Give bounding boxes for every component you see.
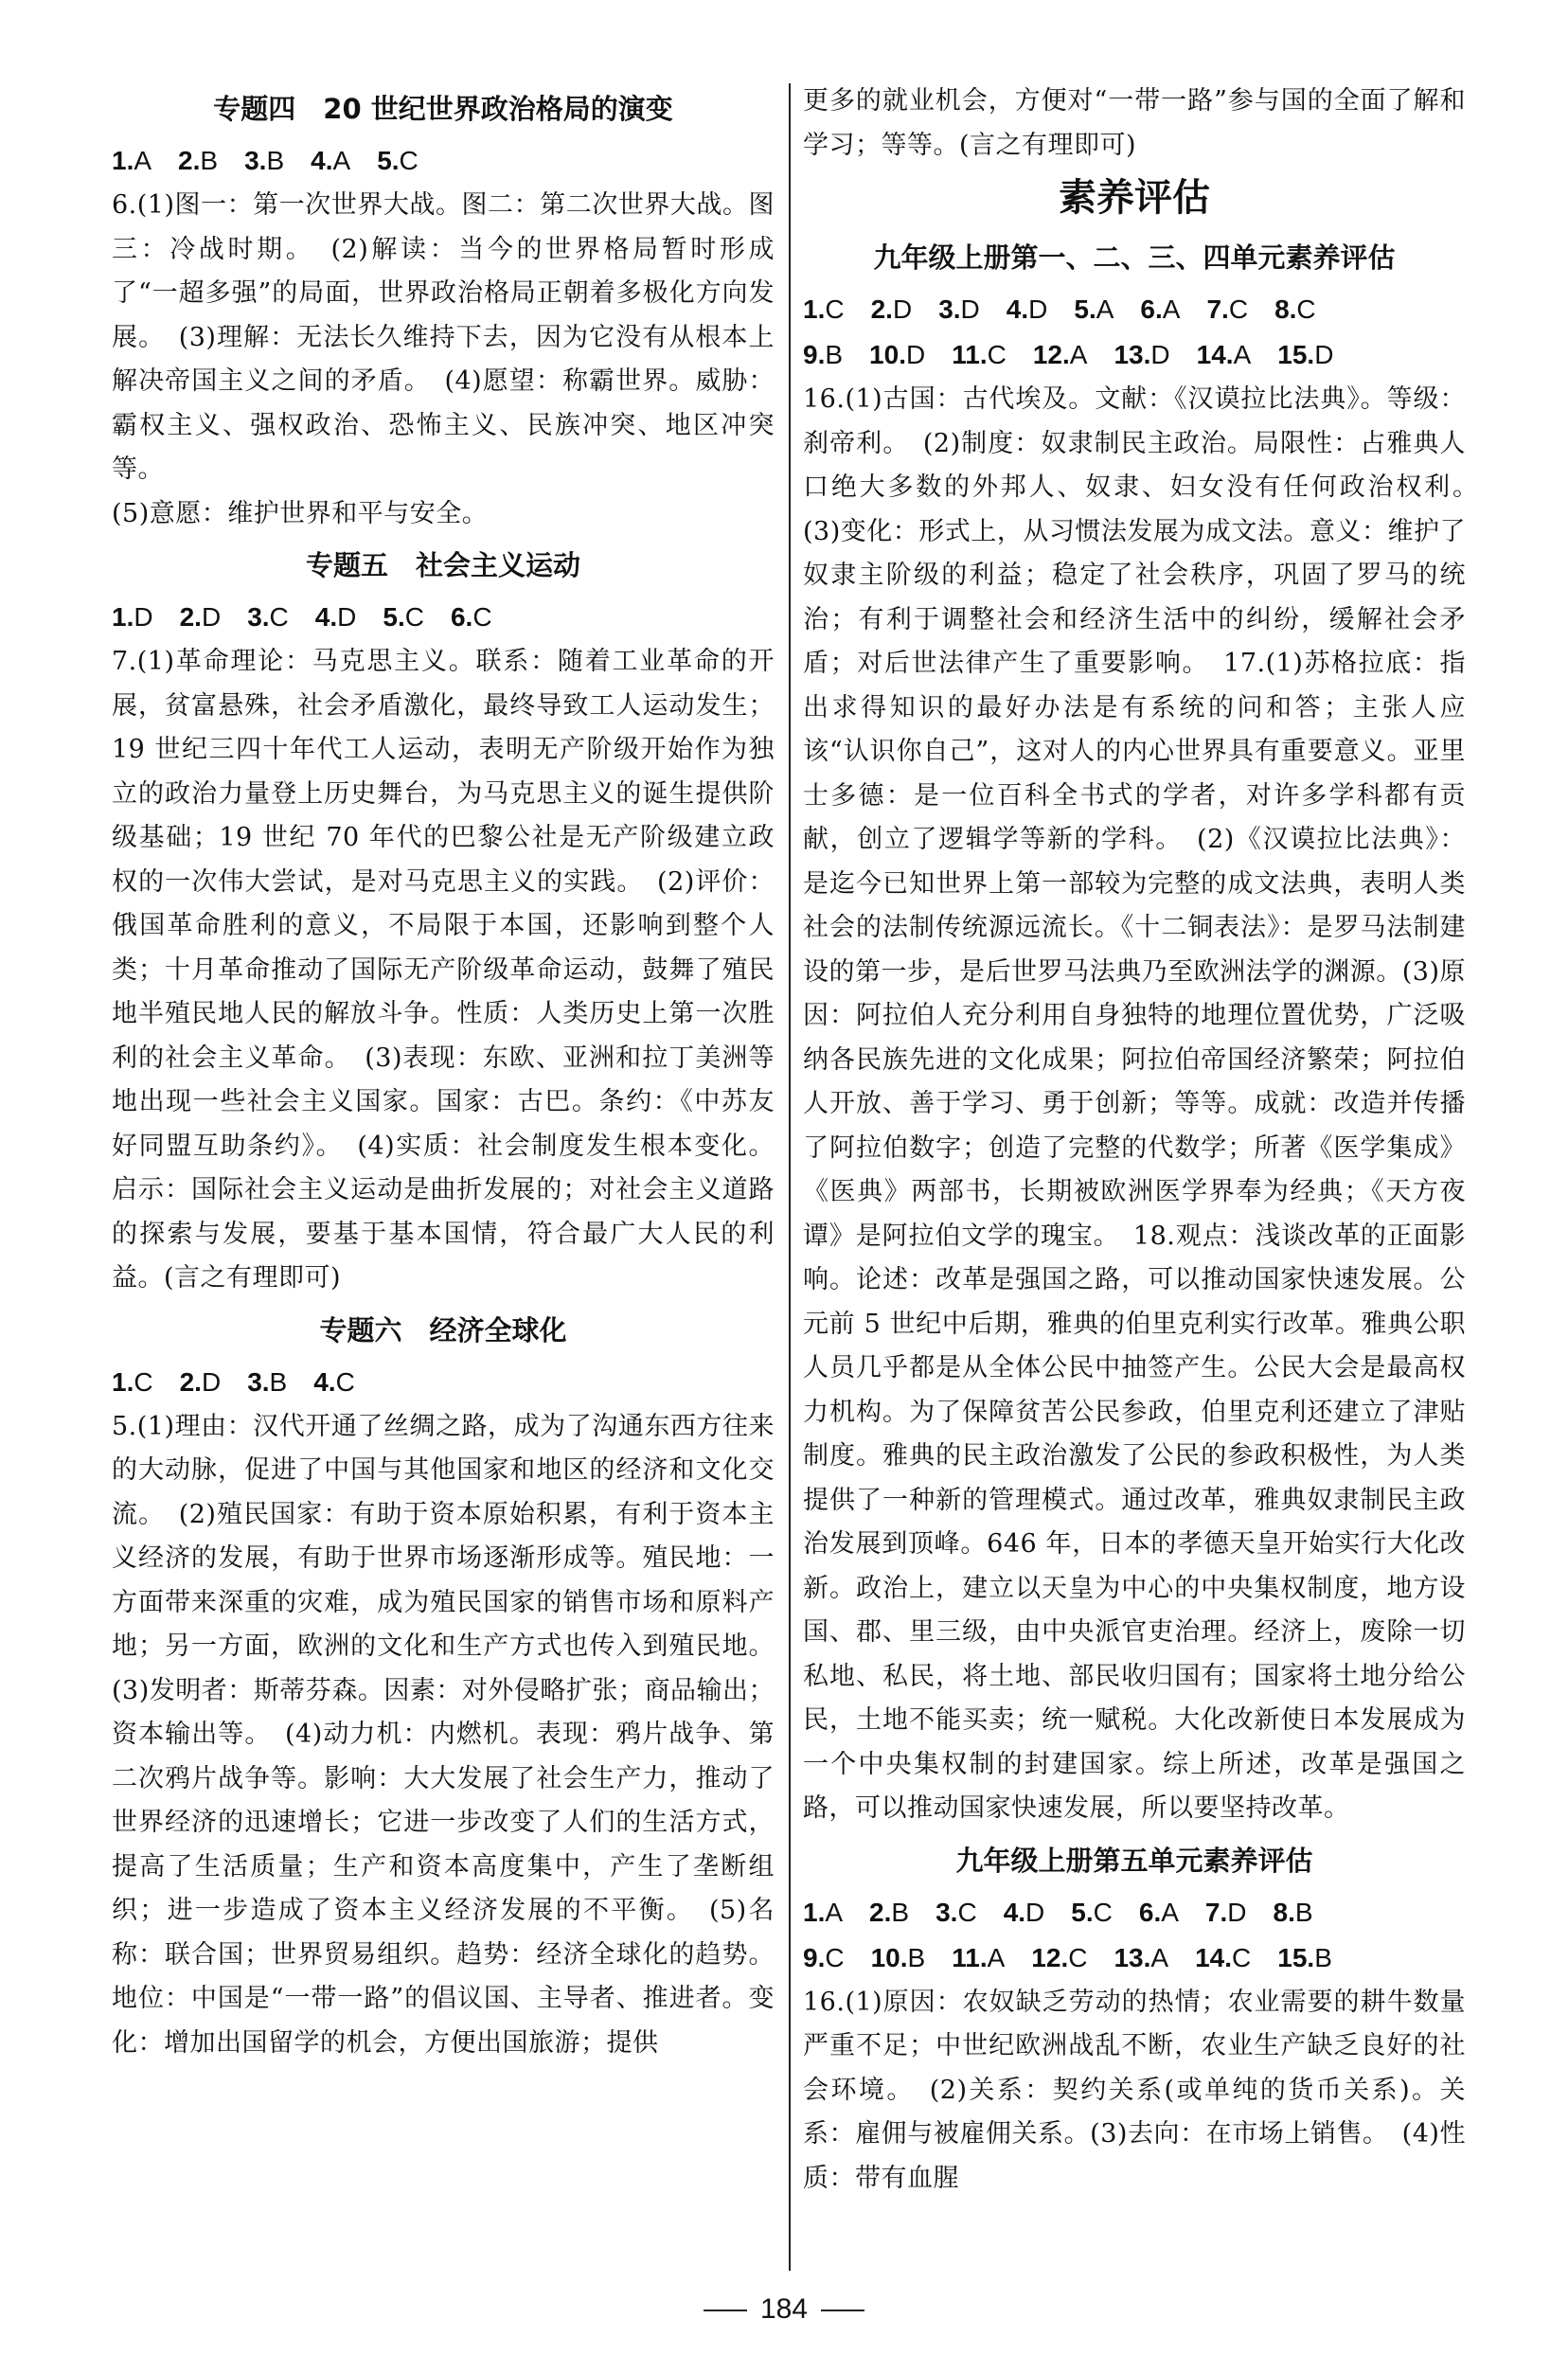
answer-number: 4. (1006, 294, 1029, 324)
answer-choice: A (134, 146, 152, 175)
answer-choice: D (337, 602, 357, 632)
answer-item (178, 146, 218, 175)
topic4-q6: 6.(1)图一：第一次世界大战。图二：第二次世界大战。图三：冷战时期。 (2)解读：当今的世界格局暂时形成了“一超多强”的局面，世界政治格局正朝着多极化方向发展。 (3)理解：无法长久维持下去，因为它没有从根本上解决帝国主义之间的矛盾。 (4)愿望：称霸世界。威胁：霸权主义、强权政治、恐怖主义、民族冲突、地区冲突等。 (112, 190, 775, 484)
answer-item (180, 1367, 222, 1397)
answer-number: 1. (112, 602, 134, 632)
answer-number: 4. (314, 602, 338, 632)
answer-number: 8. (1273, 1897, 1295, 1927)
answer-item (1195, 1943, 1251, 1972)
eval2-answers-row2 (803, 1935, 1466, 1981)
answer-choice: D (201, 602, 222, 632)
answer-item (1114, 340, 1169, 369)
answer-choice: A (1096, 294, 1114, 324)
answer-choice: B (907, 1942, 926, 1972)
answer-choice: D (1227, 1897, 1247, 1927)
answer-choice: C (1228, 294, 1249, 324)
answer-choice: B (200, 146, 219, 175)
footer-dash-left (704, 2310, 747, 2311)
answer-choice: B (825, 340, 844, 369)
answer-choice: B (891, 1897, 910, 1927)
eval1-answers-row2 (803, 332, 1466, 378)
eval1-answers-row1 (803, 287, 1466, 332)
eval2-text: 16.(1)原因：农奴缺乏劳动的热情；农业需要的耕牛数量严重不足；中世纪欧洲战乱不断，农业生产缺乏良好的社会环境。 (2)关系：契约关系(或单纯的货币关系)。关系：雇佣与被雇佣关系。(3)去向：在市场上销售。 (4)性质：带有血腥 (803, 1987, 1466, 2193)
answer-choice: A (1162, 294, 1181, 324)
answer-choice: B (266, 146, 285, 175)
answer-item (1274, 1898, 1313, 1927)
eval1-heading: 九年级上册第一、二、三、四单元素养评估 (873, 241, 1396, 274)
answer-choice: C (335, 1366, 355, 1397)
answer-choice: C (987, 340, 1007, 369)
answer-item (180, 602, 222, 632)
answer-choice: B (1294, 1897, 1313, 1927)
answer-choice: C (1093, 1897, 1113, 1927)
answer-choice: D (960, 294, 980, 324)
eval2-answers-row1 (803, 1890, 1466, 1935)
answer-item (247, 602, 289, 632)
answer-number: 6. (1138, 1897, 1162, 1927)
eval2-heading: 九年级上册第五单元素养评估 (955, 1844, 1313, 1877)
answer-number: 10. (869, 340, 906, 369)
answer-item (871, 1943, 926, 1972)
answer-number: 1. (803, 1897, 826, 1927)
answer-choice: A (1150, 1942, 1169, 1972)
answer-item (952, 1943, 1005, 1972)
topic5-q7: 7.(1)革命理论：马克思主义。联系：随着工业革命的开展，贫富悬殊，社会矛盾激化，最终导致工人运动发生；19 世纪三四十年代工人运动，表明无产阶级开始作为独立的政治力量登上历史舞台，为马克思主义的诞生提供阶级基础；19 世纪 70 年代的巴黎公社是无产阶级建立政权的一次伟大尝试，是对马克思主义的实践。 (2)评价：俄国革命胜利的意义，不局限于本国，还影响到整个人类；十月革命推动了国际无产阶级革命运动，鼓舞了殖民地半殖民地人民的解放斗争。性质：人类历史上第一次胜利的社会主义革命。 (3)表现：东欧、亚洲和拉丁美洲等地出现一些社会主义国家。国家：古巴。条约：《中苏友好同盟互助条约》。 (4)实质：社会制度发生根本变化。启示：国际社会主义运动是曲折发展的；对社会主义道路的探索与发展，要基于基本国情，符合最广大人民的利益。(言之有理即可) (112, 647, 775, 1293)
page-number: 184 (759, 2293, 809, 2325)
answer-item (377, 146, 419, 175)
answer-item (1206, 294, 1248, 324)
answer-number: 14. (1196, 340, 1234, 369)
answer-item (1031, 1943, 1087, 1972)
answer-number: 3. (935, 1897, 958, 1927)
answer-item (803, 340, 843, 369)
answer-number: 5. (1074, 294, 1096, 324)
answer-number: 8. (1274, 294, 1297, 324)
eval1-text: 16.(1)古国：古代埃及。文献：《汉谟拉比法典》。等级：刹帝利。 (2)制度：奴隶制民主政治。局限性：占雅典人口绝大多数的外邦人、奴隶、妇女没有任何政治权利。 (3)变化：形式上，从习惯法发展为成文法。意义：维护了奴隶主阶级的利益；稳定了社会秩序，巩固了罗马的统治；有利于调整社会和经济生活中的纠纷，缓解社会矛盾；对后世法律产生了重要影响。 17.(1)苏格拉底：指出求得知识的最好办法是有系统的问和答；主张人应该“认识你自己”，这对人的内心世界具有重要意义。亚里士多德：是一位百科全书式的学者，对许多学科都有贡献，创立了逻辑学等新的学科。 (2)《汉谟拉比法典》：是迄今已知世界上第一部较为完整的成文法典，表明人类社会的法制传统源远流长。《十二铜表法》：是罗马法制建设的第一步，是后世罗马法典乃至欧洲法学的渊源。(3)原因：阿拉伯人充分利用自身独特的地理位置优势，广泛吸纳各民族先进的文化成果；阿拉伯帝国经济繁荣；阿拉伯人开放、善于学习、勇于创新；等等。成就：改造并传播了阿拉伯数字；创造了完整的代数学；所著《医学集成》《医典》两部书，长期被欧洲医学界奉为经典；《天方夜谭》是阿拉伯文学的瑰宝。 18.观点：浅谈改革的正面影响。论述：改革是强国之路，可以推动国家快速发展。公元前 5 世纪中后期，雅典的伯里克利实行改革。雅典公职人员几乎都是从全体公民中抽签产生。公民大会是最高权力机构。为了保障贫苦公民参政，伯里克利还建立了津贴制度。雅典的民主政治激发了公民的参政积极性，为人类提供了一种新的管理模式。通过改革，雅典奴隶制民主政治发展到顶峰。646 年，日本的孝德天皇开始实行大化改新。政治上，建立以天皇为中心的中央集权制度，地方设国、郡、里三级，由中央派官吏治理。经济上，废除一切私地、私民，将土地、部民收归国有；国家将土地分给公民，土地不能买卖；统一赋税。大化改新使日本发展成为一个中央集权制的封建国家。综上所述，改革是强国之路，可以推动国家快速发展，所以要坚持改革。 (803, 384, 1492, 1823)
answer-number: 2. (869, 1897, 892, 1927)
answer-number: 7. (1204, 1897, 1228, 1927)
answer-item (112, 1367, 153, 1397)
answer-item (1197, 340, 1252, 369)
topic5-heading: 专题五 社会主义运动 (305, 549, 580, 581)
topic6-answers (112, 1360, 775, 1405)
answer-number: 3. (938, 294, 961, 324)
answer-choice: D (1314, 340, 1334, 369)
answer-item (1004, 1898, 1045, 1927)
topic5-answers (112, 595, 775, 640)
answer-choice: D (134, 602, 153, 632)
answer-choice: C (399, 146, 419, 175)
answer-choice: C (1232, 1942, 1252, 1972)
topic6-q5: 5.(1)理由：汉代开通了丝绸之路，成为了沟通东西方往来的大动脉，促进了中国与其他国家和地区的经济和文化交流。 (2)殖民国家：有助于资本原始积累，有利于资本主义经济的发展，有助于世界市场逐渐形成等。殖民地：一方面带来深重的灾难，成为殖民国家的销售市场和原料产地；另一方面，欧洲的文化和生产方式也传入到殖民地。(3)发明者：斯蒂芬森。因素：对外侵略扩张；商品输出；资本输出等。 (4)动力机：内燃机。表现：鸦片战争、第二次鸦片战争等。影响：大大发展了社会生产力，推动了世界经济的迅速增长；它进一步改变了人们的生活方式，提高了生活质量；生产和资本高度集中，产生了垄断组织；进一步造成了资本主义经济发展的不平衡。 (5)名称：联合国；世界贸易组织。趋势：经济全球化的趋势。地位：中国是“一带一路”的倡议国、主导者、推进者。变化：增加出国留学的机会，方便出国旅游；提供 (112, 1411, 775, 2058)
answer-item (871, 294, 913, 324)
answer-choice: A (332, 146, 351, 175)
answer-number: 2. (179, 1366, 202, 1397)
answer-number: 4. (1003, 1897, 1026, 1927)
answer-item (803, 294, 845, 324)
answer-choice: D (1150, 340, 1170, 369)
answer-choice: A (825, 1897, 844, 1927)
answer-item (311, 146, 350, 175)
answer-item (1114, 1943, 1168, 1972)
answer-choice: C (134, 1366, 153, 1397)
continued-text: 更多的就业机会，方便对“一带一路”参与国的全面了解和学习；等等。(言之有理即可) (803, 86, 1466, 160)
answer-item (803, 1898, 843, 1927)
answer-choice: B (1314, 1942, 1332, 1972)
answer-choice: A (987, 1942, 1006, 1972)
answer-item (1071, 1898, 1113, 1927)
answer-item (1277, 340, 1333, 369)
answer-item (869, 340, 925, 369)
topic4-answers (112, 138, 775, 184)
answer-choice: D (905, 340, 926, 369)
answer-item (1140, 294, 1180, 324)
answer-number: 4. (311, 146, 333, 175)
answer-item (1139, 1898, 1179, 1927)
answer-choice: D (1025, 1897, 1045, 1927)
answer-number: 13. (1114, 1942, 1151, 1972)
answer-number: 1. (803, 294, 826, 324)
answer-item (952, 340, 1007, 369)
topic4-heading: 专题四 20 世纪世界政治格局的演变 (213, 93, 673, 125)
answer-number: 2. (870, 294, 893, 324)
answer-number: 5. (383, 602, 405, 632)
answer-choice: C (825, 1942, 845, 1972)
answer-number: 12. (1031, 1942, 1069, 1972)
answer-number: 3. (244, 146, 267, 175)
answer-number: 2. (178, 146, 201, 175)
answer-choice: D (1028, 294, 1048, 324)
page-footer (0, 2293, 1568, 2326)
answer-number: 11. (952, 340, 988, 369)
footer-dash-right (821, 2310, 864, 2311)
answer-number: 3. (247, 1366, 270, 1397)
answer-item (1007, 294, 1048, 324)
answer-choice: B (269, 1366, 288, 1397)
answer-number: 10. (870, 1942, 908, 1972)
answer-number: 15. (1277, 1942, 1315, 1972)
answer-number: 9. (803, 340, 826, 369)
answer-number: 9. (803, 1942, 826, 1972)
answer-choice: C (472, 602, 492, 632)
answer-item (803, 1943, 845, 1972)
answer-choice: C (1068, 1942, 1088, 1972)
answer-item (112, 602, 153, 632)
answer-number: 14. (1195, 1942, 1233, 1972)
answer-item (315, 602, 357, 632)
answer-choice: C (957, 1897, 977, 1927)
answer-number: 5. (1071, 1897, 1094, 1927)
answer-item (313, 1367, 355, 1397)
answer-number: 3. (247, 602, 270, 632)
answer-number: 6. (1140, 294, 1163, 324)
column-divider (789, 83, 791, 2271)
topic6-heading: 专题六 经济全球化 (319, 1313, 567, 1347)
section-title: 素养评估 (1059, 176, 1210, 220)
answer-number: 5. (377, 146, 400, 175)
answer-choice: A (1233, 340, 1252, 369)
answer-choice: C (269, 602, 289, 632)
answer-item (1205, 1898, 1247, 1927)
answer-item (938, 294, 980, 324)
answer-number: 13. (1114, 340, 1151, 369)
answer-choice: A (1069, 340, 1088, 369)
answer-item (1033, 340, 1088, 369)
answer-item (383, 602, 424, 632)
answer-item (451, 602, 492, 632)
answer-item (1274, 294, 1316, 324)
answer-choice: C (404, 602, 424, 632)
answer-number: 7. (1206, 294, 1229, 324)
answer-item (1074, 294, 1114, 324)
answer-number: 1. (112, 146, 134, 175)
answer-item (112, 146, 151, 175)
answer-number: 2. (179, 602, 202, 632)
left-column (112, 80, 775, 2065)
answer-item (247, 1367, 287, 1397)
answer-item (869, 1898, 909, 1927)
answer-item (244, 146, 284, 175)
answer-number: 4. (313, 1366, 336, 1397)
answer-number: 15. (1277, 340, 1315, 369)
answer-choice: D (892, 294, 913, 324)
answer-item (935, 1898, 977, 1927)
topic4-q6-part5: (5)意愿：维护世界和平与安全。 (112, 498, 489, 528)
answer-number: 1. (112, 1366, 134, 1397)
answer-number: 12. (1032, 340, 1070, 369)
answer-number: 6. (450, 602, 473, 632)
answer-choice: C (1296, 294, 1316, 324)
answer-number: 11. (952, 1942, 988, 1972)
right-column (803, 80, 1492, 2201)
answer-choice: C (825, 294, 845, 324)
answer-item (1277, 1943, 1332, 1972)
answer-choice: A (1161, 1897, 1179, 1927)
answer-choice: D (201, 1366, 222, 1397)
